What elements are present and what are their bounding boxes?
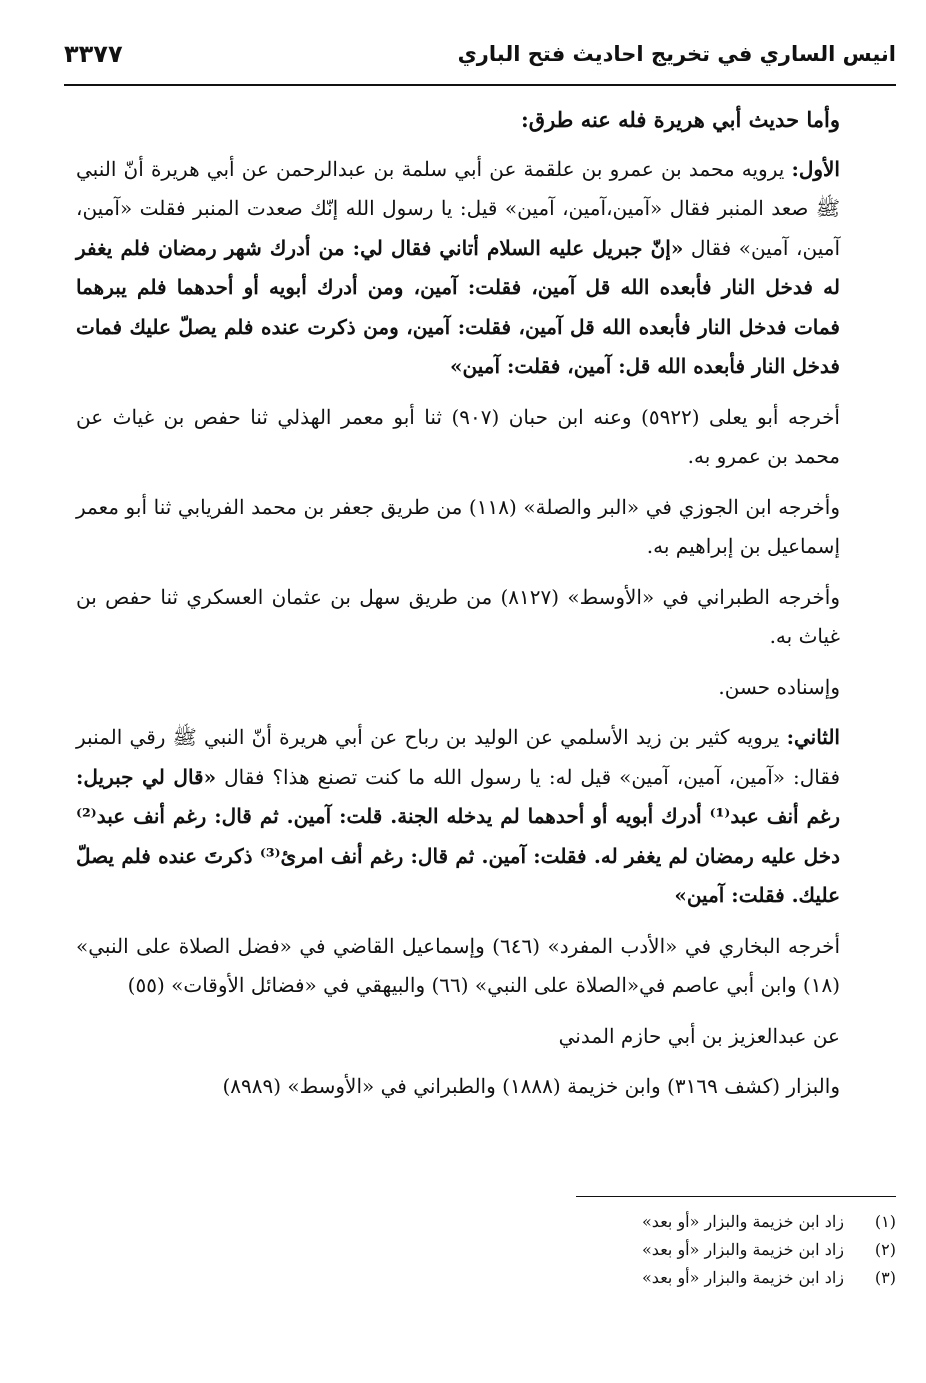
- paragraph: والبزار (كشف ٣١٦٩) وابن خزيمة (١٨٨٨) والطبراني في «الأوسط» (٨٩٨٩): [222, 1074, 840, 1098]
- footnote-number: (١): [874, 1212, 896, 1231]
- paragraph: عن عبدالعزيز بن أبي حازم المدني: [558, 1023, 840, 1048]
- footnote-number: (٣): [874, 1268, 896, 1287]
- paragraph-first-route: [76, 150, 840, 387]
- footnote-text: زاد ابن خزيمة والبزار «أو بعد»: [642, 1268, 844, 1287]
- page-number: ٣٣٧٧: [64, 40, 123, 68]
- footnote-text: زاد ابن خزيمة والبزار «أو بعد»: [642, 1240, 844, 1259]
- hadith-quote: «قال لي جبريل: رغم أنف عبد⁽¹⁾ أدرك أبويه أو أحدهما لم يدخله الجنة. قلت: آمين. ثم قال: رغم أنف عبد⁽²⁾ دخل عليه رمضان لم يغفر له. فقلت: آمين. ثم قال: رغم أنف امرئ⁽³⁾ ذكرتَ عنده فلم يصلّ عليك. فقلت: آمين»: [76, 764, 840, 907]
- footnote: [496, 1208, 896, 1236]
- footnote: [496, 1264, 896, 1292]
- section-heading: وأما حديث أبي هريرة فله عنه طرق:: [521, 107, 840, 132]
- main-text: [76, 100, 840, 1118]
- paragraph-text: يرويه كثير بن زيد الأسلمي عن الوليد بن رباح عن أبي هريرة أنّ النبي ﷺ رقي المنبر فقال: «آمين، آمين، آمين» قيل له: يا رسول الله ما كنت تصنع هذا؟ فقال: [76, 725, 840, 789]
- hadith-quote: «إنّ جبريل عليه السلام أتاني فقال لي: من أدرك شهر رمضان فلم يغفر له فدخل النار فأبعده الله قل آمين، فقلت: آمين، ومن أدرك أبويه أو أحدهما فلم يبرهما فمات فدخل النار فأبعده الله قل آمين، فقلت: آمين، ومن ذكرت عنده فلم يصلّ عليك فمات فدخل النار فأبعده الله قل: آمين، فقلت: آمين»: [76, 235, 840, 378]
- paragraph: أخرجه البخاري في «الأدب المفرد» (٦٤٦) وإسماعيل القاضي في «فضل الصلاة على النبي» (١٨) وابن أبي عاصم في«الصلاة على النبي» (٦٦) والبيهقي في «فضائل الأوقات» (٥٥): [76, 933, 841, 997]
- book-title: انيس الساري في تخريج احاديث فتح الباري: [457, 42, 896, 66]
- paragraph-second-route: [76, 718, 840, 916]
- page-header: [64, 34, 896, 86]
- footnote-divider: [576, 1196, 896, 1197]
- footnotes: [496, 1208, 896, 1292]
- paragraph: وأخرجه الطبراني في «الأوسط» (٨١٢٧) من طريق سهل بن عثمان العسكري ثنا حفص بن غياث به.: [76, 584, 840, 648]
- paragraph: وأخرجه ابن الجوزي في «البر والصلة» (١١٨) من طريق جعفر بن محمد الفريابي ثنا أبو معمر إسماعيل بن إبراهيم به.: [76, 494, 841, 558]
- paragraph: وإسناده حسن.: [718, 674, 840, 699]
- footnote: [496, 1236, 896, 1264]
- paragraph-label: الثاني:: [786, 725, 840, 749]
- footnote-text: زاد ابن خزيمة والبزار «أو بعد»: [642, 1212, 844, 1231]
- paragraph-label: الأول:: [791, 156, 840, 181]
- footnote-number: (٢): [874, 1240, 896, 1259]
- paragraph: أخرجه أبو يعلى (٥٩٢٢) وعنه ابن حبان (٩٠٧) ثنا أبو معمر الهذلي ثنا حفص بن غياث عن محمد بن عمرو به.: [76, 404, 840, 468]
- paragraph-text: يرويه محمد بن عمرو بن علقمة عن أبي سلمة بن عبدالرحمن عن أبي هريرة أنّ النبي ﷺ صعد المنبر فقال «آمين،آمين، آمين» قيل: يا رسول الله إنّك صعدت المنبر فقلت «آمين، آمين، آمين» فقال: [76, 156, 840, 260]
